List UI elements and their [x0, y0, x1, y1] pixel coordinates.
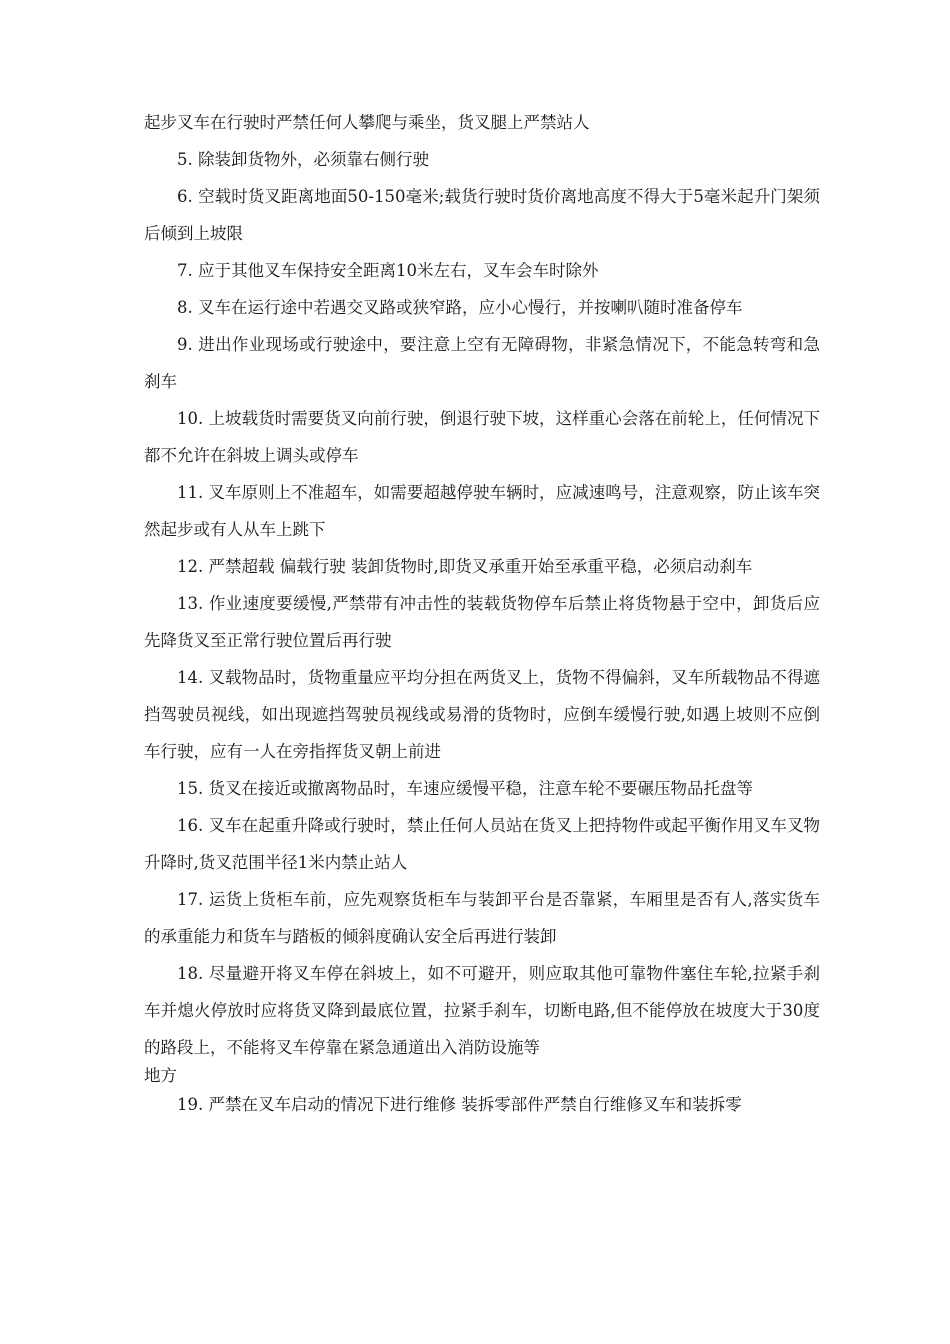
paragraph-0: 起步叉车在行驶时严禁任何人攀爬与乘坐，货叉腿上严禁站人	[144, 113, 590, 132]
paragraph-11: 11. 叉车原则上不准超车，如需要超越停驶车辆时，应减速鸣号，注意观察，防止该车突然起步或有人从车上跳下	[144, 483, 820, 539]
paragraph-9: 9. 进出作业现场或行驶途中，要注意上空有无障碍物，非紧急情况下，不能急转弯和急刹车	[144, 335, 820, 391]
paragraph-5: 5. 除装卸货物外，必须靠右侧行驶	[177, 150, 429, 169]
paragraph-15: 15. 货叉在接近或撤离物品时，车速应缓慢平稳，注意车轮不要碾压物品托盘等	[177, 779, 753, 798]
document-body	[144, 104, 820, 1123]
paragraph-8: 8. 叉车在运行途中若遇交叉路或狭窄路，应小心慢行，并按喇叭随时准备停车	[177, 298, 743, 317]
paragraph-10: 10. 上坡载货时需要货叉向前行驶，倒退行驶下坡，这样重心会落在前轮上，任何情况下都不允许在斜坡上调头或停车	[144, 409, 820, 465]
paragraph-18: 18. 尽量避开将叉车停在斜坡上，如不可避开，则应取其他可靠物件塞住车轮,拉紧手刹车并熄火停放时应将货叉降到最底位置，拉紧手刹车，切断电路,但不能停放在坡度大于30度的路段上，不能将叉车停靠在紧急通道出入消防设施等	[144, 964, 820, 1057]
paragraph-12: 12. 严禁超载 偏载行驶 装卸货物时,即货叉承重开始至承重平稳，必须启动刹车	[177, 557, 753, 576]
paragraph-18-continued: 地方	[144, 1066, 177, 1085]
paragraph-17: 17. 运货上货柜车前，应先观察货柜车与装卸平台是否靠紧，车厢里是否有人,落实货车的承重能力和货车与踏板的倾斜度确认安全后再进行装卸	[144, 890, 820, 946]
paragraph-19: 19. 严禁在叉车启动的情况下进行维修 装拆零部件严禁自行维修叉车和装拆零	[177, 1095, 742, 1114]
paragraph-13: 13. 作业速度要缓慢,严禁带有冲击性的装载货物停车后禁止将货物悬于空中，卸货后应先降货叉至正常行驶位置后再行驶	[144, 594, 820, 650]
paragraph-14: 14. 叉载物品时，货物重量应平均分担在两货叉上，货物不得偏斜，叉车所载物品不得遮挡驾驶员视线，如出现遮挡驾驶员视线或易滑的货物时，应倒车缓慢行驶,如遇上坡则不应倒车行驶，应有一人在旁指挥货叉朝上前进	[144, 668, 820, 761]
paragraph-6: 6. 空载时货叉距离地面50-150毫米;载货行驶时货价离地高度不得大于5毫米起升门架须后倾到上坡限	[144, 187, 820, 243]
paragraph-16: 16. 叉车在起重升降或行驶时，禁止任何人员站在货叉上把持物件或起平衡作用叉车叉物升降时,货叉范围半径1米内禁止站人	[144, 816, 820, 872]
paragraph-7: 7. 应于其他叉车保持安全距离10米左右，叉车会车时除外	[177, 261, 599, 280]
